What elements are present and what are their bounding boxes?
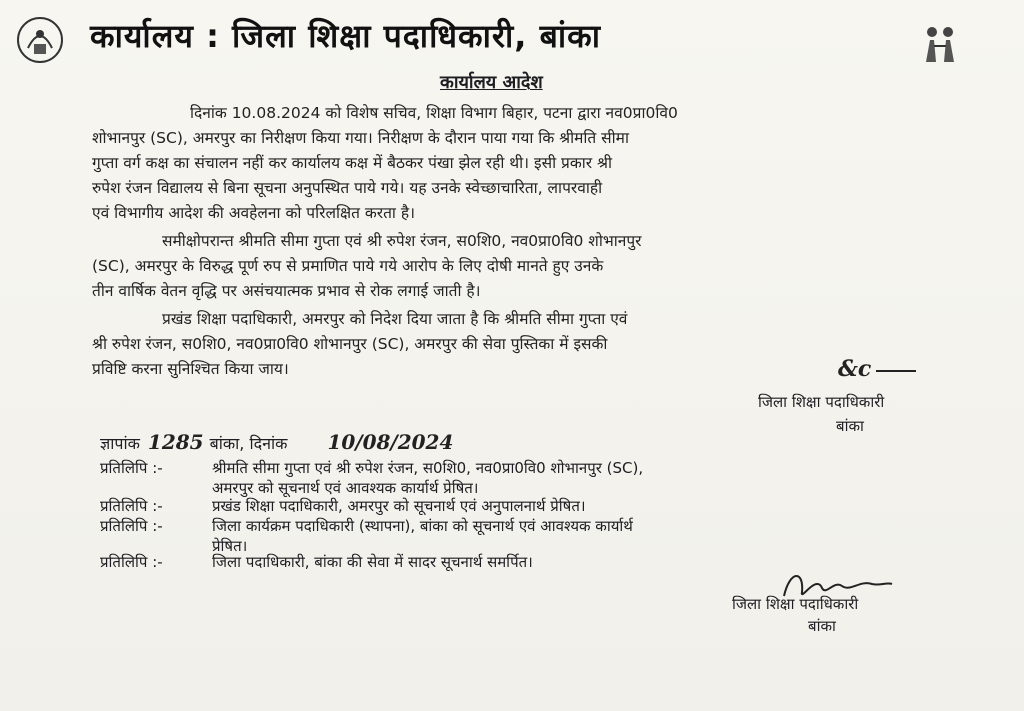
para3-line: श्री रुपेश रंजन, स0शि0, नव0प्रा0वि0 शोभानपुर (SC), अमरपुर की सेवा पुस्तिका में इसकी	[92, 335, 608, 353]
copy-text: प्रखंड शिक्षा पदाधिकारी, अमरपुर को सूचनार्थ एवं अनुपालनार्थ प्रेषित।	[212, 497, 586, 515]
para1-line: रुपेश रंजन विद्यालय से बिना सूचना अनुपस्थित पाये गये। यह उनके स्वेच्छाचारिता, लापरवाही	[92, 179, 603, 197]
initials: &c	[838, 356, 872, 382]
para2-line: (SC), अमरपुर के विरुद्ध पूर्ण रुप से प्रमाणित पाये गये आरोप के लिए दोषी मानते हुए उनके	[92, 257, 604, 275]
copy-text: श्रीमति सीमा गुप्ता एवं श्री रुपेश रंजन, स0शि0, नव0प्रा0वि0 शोभानपुर (SC),	[212, 459, 644, 477]
copy-text: प्रेषित।	[212, 537, 248, 555]
copy-text: जिला कार्यक्रम पदाधिकारी (स्थापना), बांका को सूचनार्थ एवं आवश्यक कार्यार्थ	[212, 517, 633, 535]
order-heading: कार्यालय आदेश	[440, 72, 543, 93]
para2-line: समीक्षोपरान्त श्रीमति सीमा गुप्ता एवं श्री रुपेश रंजन, स0शि0, नव0प्रा0वि0 शोभानपुर	[162, 232, 642, 250]
para3-line: प्रखंड शिक्षा पदाधिकारी, अमरपुर को निदेश दिया जाता है कि श्रीमति सीमा गुप्ता एवं	[162, 310, 628, 328]
copy-label: प्रतिलिपि :-	[100, 459, 163, 477]
education-logo-icon	[918, 22, 962, 66]
copy-text: जिला पदाधिकारी, बांका की सेवा में सादर सूचनार्थ समर्पित।	[212, 553, 533, 571]
signatory-title-1: जिला शिक्षा पदाधिकारी	[758, 393, 885, 411]
copy-label: प्रतिलिपि :-	[100, 553, 163, 571]
signatory-place-1: बांका	[836, 417, 864, 435]
para3-line: प्रविष्टि करना सुनिश्चित किया जाय।	[92, 360, 289, 378]
memo-prefix: ज्ञापांक	[100, 434, 140, 453]
signature-stroke	[874, 366, 918, 376]
memo-number: 1285	[147, 430, 204, 454]
memo-line	[100, 430, 453, 454]
page-title: कार्यालय : जिला शिक्षा पदाधिकारी, बांका	[90, 17, 602, 55]
para1-line: दिनांक 10.08.2024 को विशेष सचिव, शिक्षा विभाग बिहार, पटना द्वारा नव0प्रा0वि0	[190, 104, 678, 122]
state-emblem-icon	[14, 14, 66, 66]
copy-label: प्रतिलिपि :-	[100, 517, 163, 535]
signatory-title-2: जिला शिक्षा पदाधिकारी	[732, 595, 859, 613]
signatory-place-2: बांका	[808, 617, 836, 635]
memo-date: 10/08/2024	[327, 430, 454, 454]
para2-line: तीन वार्षिक वेतन वृद्धि पर असंचयात्मक प्रभाव से रोक लगाई जाती है।	[92, 282, 481, 300]
para1-line: गुप्ता वर्ग कक्ष का संचालन नहीं कर कार्यालय कक्ष में बैठकर पंखा झेल रही थी। इसी प्रकार श्री	[92, 154, 613, 172]
para1-line: शोभानपुर (SC), अमरपुर का निरीक्षण किया गया। निरीक्षण के दौरान पाया गया कि श्रीमति सीमा	[92, 129, 629, 147]
copy-text: अमरपुर को सूचनार्थ एवं आवश्यक कार्यार्थ प्रेषित।	[212, 479, 479, 497]
copy-label: प्रतिलिपि :-	[100, 497, 163, 515]
memo-middle: बांका, दिनांक	[209, 434, 288, 453]
para1-line: एवं विभागीय आदेश की अवहेलना को परिलक्षित करता है।	[92, 204, 415, 222]
